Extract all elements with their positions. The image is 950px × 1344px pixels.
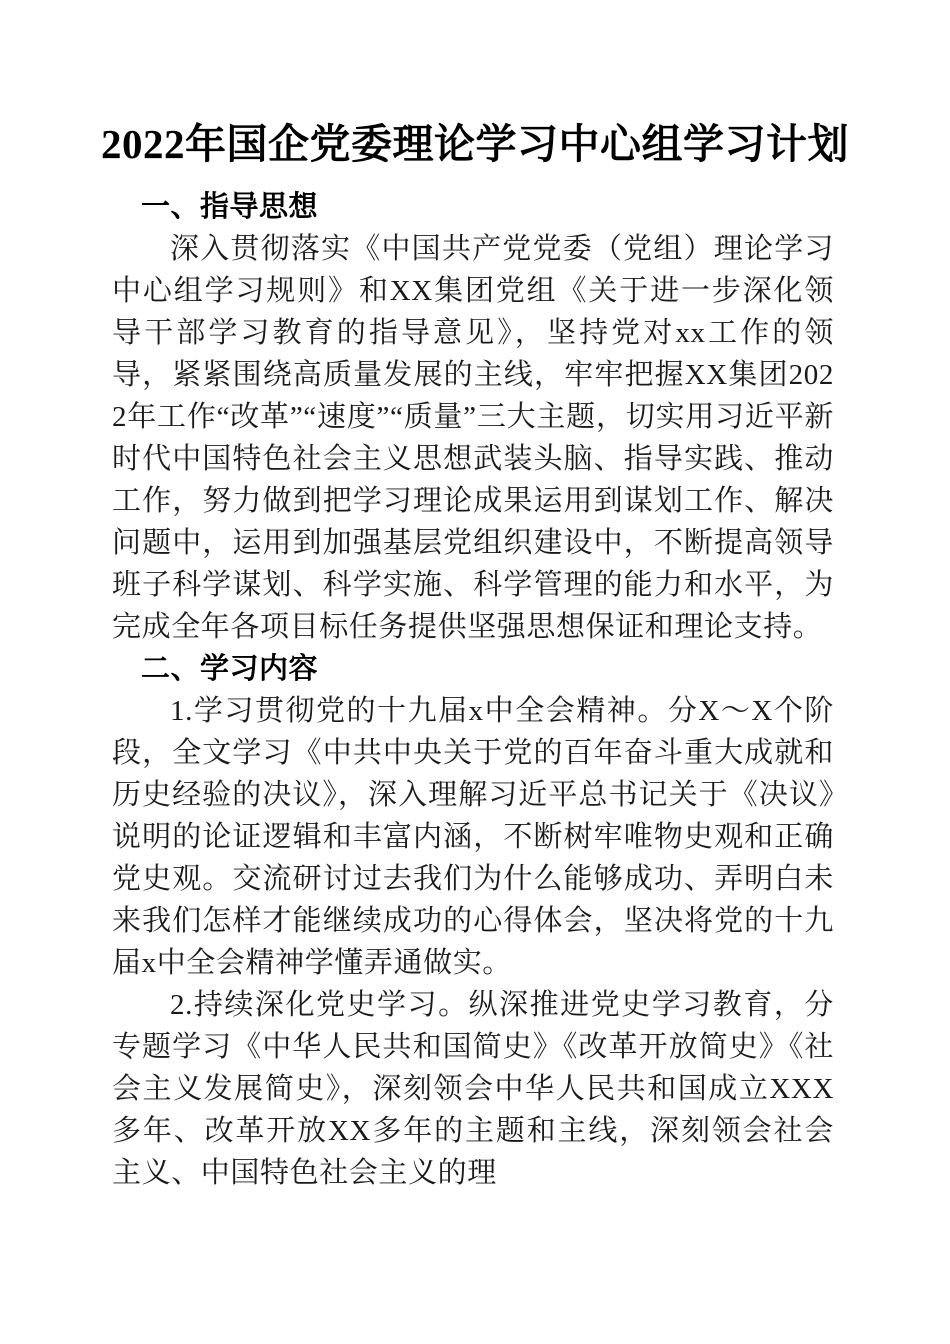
section-heading-study-content: 二、学习内容 [141, 653, 319, 685]
page-title: 2022年国企党委理论学习中心组学习计划 [101, 121, 849, 167]
paragraph-study-item-1: 1.学习贯彻党的十九届x中全会精神。分X～X个阶段，全文学习《中共中央关于党的百年奋斗重大成就和历史经验的决议》，深入理解习近平总书记关于《决议》说明的论证逻辑和丰富内涵，不断树牢唯物史观和正确党史观。交流研讨过去我们为什么能够成功、弄明白未来我们怎样才能继续成功的心得体会，坚决将党的十九届x中全会精神学懂弄通做实。 [112, 695, 834, 979]
document-body [112, 186, 834, 1194]
paragraph-study-item-2: 2.持续深化党史学习。纵深推进党史学习教育，分专题学习《中华人民共和国简史》《改革开放简史》《社会主义发展简史》，深刻领会中华人民共和国成立XXX多年、改革开放XX多年的主题和主线，深刻领会社会主义、中国特色社会主义的理 [112, 989, 834, 1189]
section-heading-guiding-thought: 一、指导思想 [141, 191, 319, 223]
paragraph-guiding-thought: 深入贯彻落实《中国共产党党委（党组）理论学习中心组学习规则》和XX集团党组《关于进一步深化领导干部学习教育的指导意见》，坚持党对xx工作的领导，紧紧围绕高质量发展的主线，牢牢把握XX集团2022年工作“改革”“速度”“质量”三大主题，切实用习近平新时代中国特色社会主义思想武装头脑、指导实践、推动工作，努力做到把学习理论成果运用到谋划工作、解决问题中，运用到加强基层党组织建设中，不断提高领导班子科学谋划、科学实施、科学管理的能力和水平，为完成全年各项目标任务提供坚强思想保证和理论支持。 [112, 233, 834, 643]
